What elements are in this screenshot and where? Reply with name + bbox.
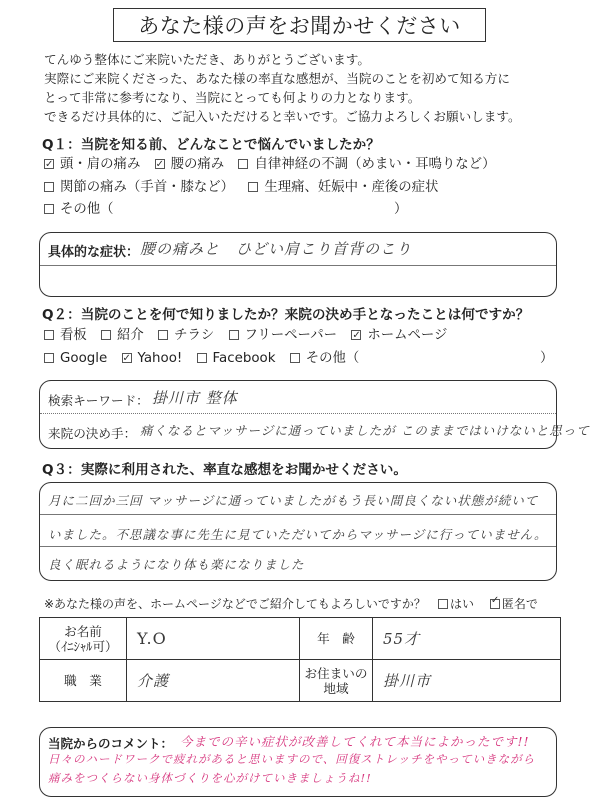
name-cell[interactable] (127, 618, 300, 660)
page-title: あなた様の声をお聞かせください (113, 8, 486, 42)
q1-options-row-3 (44, 200, 408, 220)
symptom-value[interactable]: 腰の痛みと ひどい肩こり首背のこり (140, 240, 413, 258)
clinic-comment-line: 痛みをつくらない身体づくりを心がけていきましょうね!! (48, 771, 372, 785)
option-label: 自律神経の不調（めまい・耳鳴りなど） (254, 157, 496, 172)
clinic-comment-box (39, 727, 557, 797)
q2-option-facebook[interactable] (197, 349, 276, 369)
q3-answer-box (39, 482, 557, 581)
q3-answer-line[interactable]: 良く眠れるようになり体も楽になりました (48, 557, 305, 572)
checkbox-icon[interactable] (238, 159, 248, 169)
q2-options-row-2 (44, 349, 554, 369)
checkbox-checked-icon[interactable] (44, 159, 54, 169)
option-label: はい (450, 597, 475, 611)
divider (40, 265, 556, 266)
clinic-comment-label: 当院からのコメント： (48, 736, 174, 751)
keyword-value[interactable]: 掛川市 整体 (152, 389, 238, 407)
q3-answer-line[interactable]: 月に二回か三回 マッサージに通っていましたがもう長い間良くない状態が続いて (48, 493, 539, 508)
personal-info-table (39, 617, 561, 702)
q2-title: Q２：当院のことを何で知りましたか？来院の決め手となったことは何ですか？ (42, 307, 530, 323)
checkbox-icon[interactable] (438, 599, 448, 609)
intro-line: とって非常に参考になり、当院にとっても何よりの力となります。 (44, 90, 421, 105)
q1-option-menstrual-pregnancy[interactable] (248, 178, 438, 198)
area-label-sub: 地域 (323, 680, 349, 696)
option-label: その他（ (60, 202, 114, 217)
other-close-paren: ） (540, 351, 554, 366)
clinic-comment-line: 日々のハードワークで疲れがあると思いますので、回復ストレッチをやっていきながら (48, 752, 536, 766)
divider (40, 546, 556, 547)
checkbox-checked-icon[interactable] (490, 599, 500, 609)
divider (40, 413, 556, 414)
q2-option-referral[interactable] (101, 326, 144, 346)
consent-option-anonymous[interactable] (490, 597, 538, 611)
keyword-label: 検索キーワード： (48, 393, 149, 408)
intro-line: てんゆう整体にご来院いただき、ありがとうございます。 (44, 52, 370, 67)
name-value: Y.O (137, 629, 167, 648)
checkbox-icon[interactable] (197, 353, 207, 363)
checkbox-icon[interactable] (44, 353, 54, 363)
q3-title: Q３：実際に利用された、率直な感想をお聞かせください。 (42, 462, 407, 478)
checkbox-icon[interactable] (44, 330, 54, 340)
checkbox-checked-icon[interactable] (351, 330, 361, 340)
option-label: 関節の痛み（手首・膝など） (60, 180, 235, 195)
option-label: 生理痛、妊娠中・産後の症状 (264, 180, 439, 195)
consent-options (438, 595, 538, 612)
option-label: 看板 (60, 328, 87, 343)
q1-options-row-2 (44, 178, 448, 198)
option-label: 腰の痛み (170, 157, 225, 172)
age-value: 55才 (383, 630, 421, 648)
consent-option-yes[interactable] (438, 597, 474, 611)
q2-option-signboard[interactable] (44, 326, 87, 346)
q1-option-joint[interactable] (44, 178, 234, 198)
checkbox-icon[interactable] (248, 182, 258, 192)
name-label-sub: （ｲﾆｼｬﾙ可） (48, 638, 118, 654)
area-value: 掛川市 (383, 672, 432, 690)
job-cell[interactable] (127, 660, 300, 702)
option-label: 匿名で (501, 597, 538, 611)
q3-answer-line[interactable]: いました。不思議な事に先生に見ていただいてからマッサージに行っていません。 (48, 527, 548, 542)
reason-label: 来院の決め手： (48, 426, 137, 441)
other-close-paren: ） (394, 202, 408, 217)
q2-option-google[interactable] (44, 349, 107, 369)
job-value: 介護 (137, 672, 170, 690)
name-label: お名前 (64, 623, 102, 639)
checkbox-icon[interactable] (290, 353, 300, 363)
q2-option-homepage[interactable] (351, 326, 447, 346)
checkbox-icon[interactable] (44, 182, 54, 192)
option-label: Facebook (212, 351, 276, 366)
q1-option-other[interactable] (44, 200, 114, 220)
clinic-comment-line: 今までの辛い症状が改善してくれて本当によかったです!! (180, 734, 530, 749)
divider (40, 514, 556, 515)
q1-title: Q１：当院を知る前、どんなことで悩んでいましたか？ (42, 137, 380, 153)
q2-option-flyer[interactable] (158, 326, 214, 346)
age-label-cell (300, 618, 373, 660)
intro-line: 実際にご来院くださった、あなた様の率直な感想が、当院のことを初めて知る方に (44, 71, 510, 86)
option-label: Yahoo! (137, 351, 183, 366)
q1-option-head-shoulder[interactable] (44, 155, 140, 175)
age-label: 年 齢 (317, 631, 355, 646)
option-label: その他（ (305, 351, 360, 366)
checkbox-checked-icon[interactable] (155, 159, 165, 169)
option-label: フリーペーパー (244, 328, 338, 343)
area-label-cell (300, 660, 373, 702)
q2-option-yahoo[interactable] (122, 349, 183, 369)
area-label: お住まいの (304, 665, 368, 681)
table-row (40, 618, 561, 660)
option-label: 頭・肩の痛み (60, 157, 141, 172)
area-cell[interactable] (373, 660, 561, 702)
intro-line: できるだけ具体的に、ご記入いただけると幸いです。ご協力よろしくお願いします。 (44, 109, 521, 124)
option-label: Google (60, 351, 108, 366)
option-label: ホームページ (367, 328, 448, 343)
q1-options-row-1 (44, 155, 505, 175)
symptom-label: 具体的な症状： (48, 245, 140, 260)
checkbox-icon[interactable] (229, 330, 239, 340)
reason-value[interactable]: 痛くなるとマッサージに通っていましたが このままではいけないと思って (140, 423, 590, 438)
q1-option-autonomic[interactable] (238, 155, 495, 175)
job-label-cell (40, 660, 127, 702)
checkbox-icon[interactable] (158, 330, 168, 340)
consent-question: ※あなた様の声を、ホームページなどでご紹介してもよろしいですか？ (44, 597, 426, 611)
intro-text (44, 50, 584, 126)
age-cell[interactable] (373, 618, 561, 660)
q2-option-other[interactable] (290, 349, 360, 369)
symptom-box (39, 232, 557, 297)
q2-options-row-1 (44, 326, 457, 346)
option-label: 紹介 (117, 328, 144, 343)
checkbox-icon[interactable] (101, 330, 111, 340)
checkbox-checked-icon[interactable] (122, 353, 132, 363)
name-label-cell (40, 618, 127, 660)
checkbox-icon[interactable] (44, 204, 54, 214)
keyword-reason-box (39, 380, 590, 449)
table-row (40, 660, 561, 702)
option-label: チラシ (174, 328, 215, 343)
job-label: 職 業 (64, 673, 102, 688)
q2-option-free-paper[interactable] (229, 326, 338, 346)
q1-option-lower-back[interactable] (155, 155, 225, 175)
